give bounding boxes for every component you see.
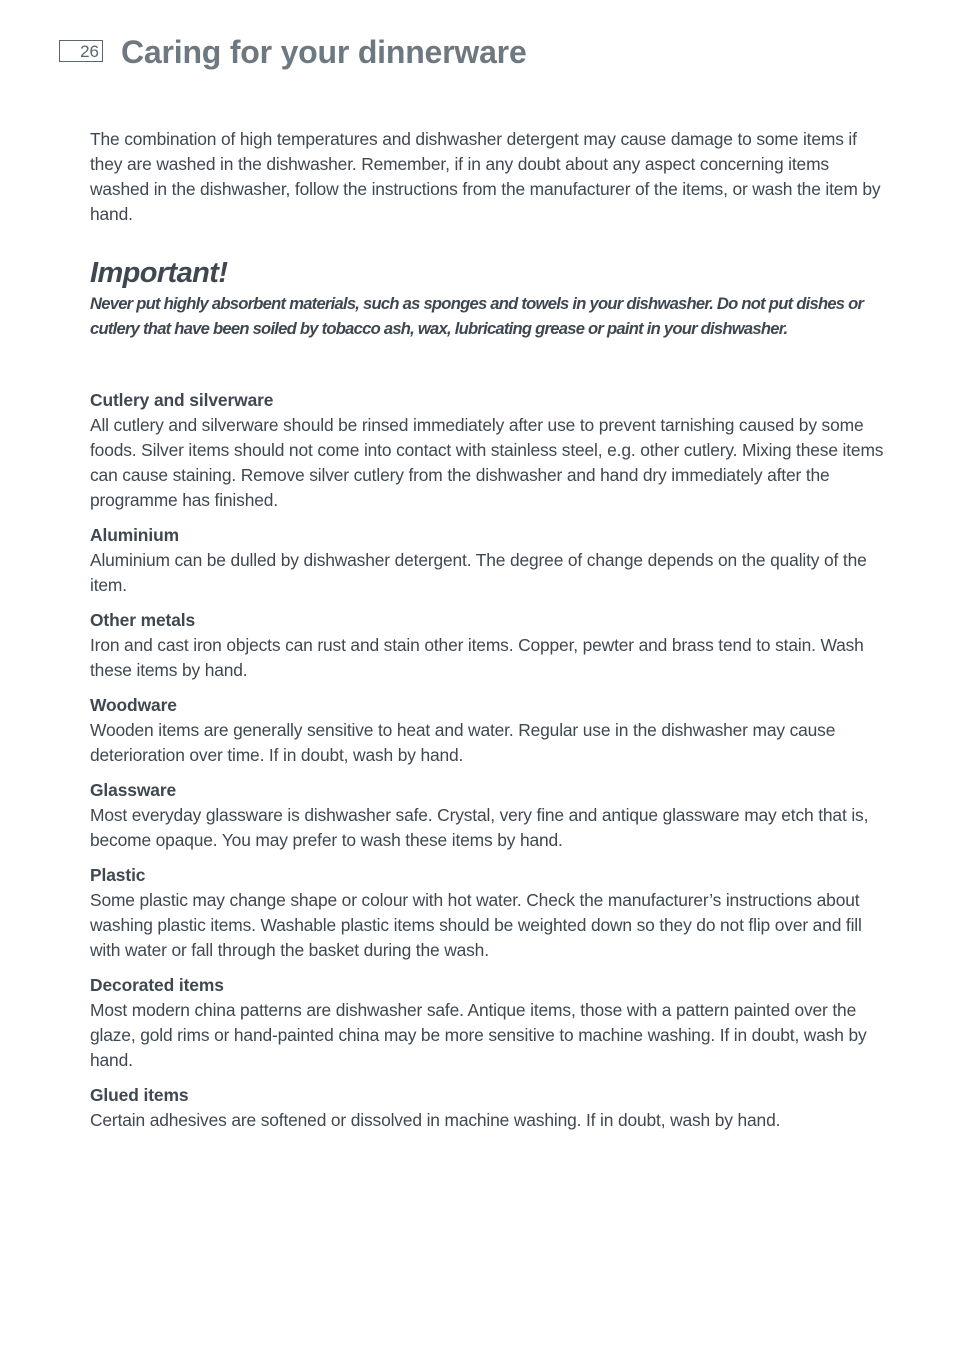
- section-heading: Aluminium: [90, 525, 179, 545]
- section-body: Aluminium can be dulled by dishwasher detergent. The degree of change depends on the quality of the item.: [90, 550, 867, 595]
- section-heading: Glassware: [90, 780, 177, 800]
- section-body: Some plastic may change shape or colour with hot water. Check the manufacturer’s instructions about washing plastic items. Washable plastic items should be weighted down so they do not flip over and fill with water or fall through the basket during the wash.: [90, 890, 862, 960]
- section-heading: Other metals: [90, 610, 196, 630]
- page-content: [90, 127, 890, 1143]
- section-glued-items: [90, 1083, 890, 1133]
- section-plastic: [90, 863, 890, 963]
- section-body: Certain adhesives are softened or dissolved in machine washing. If in doubt, wash by hand.: [90, 1110, 781, 1130]
- section-body: Iron and cast iron objects can rust and stain other items. Copper, pewter and brass tend to stain. Wash these items by hand.: [90, 635, 864, 680]
- page-title: Caring for your dinnerware: [121, 34, 527, 70]
- section-heading: Decorated items: [90, 975, 224, 995]
- section-cutlery-silverware: [90, 388, 890, 513]
- section-heading: Plastic: [90, 865, 146, 885]
- section-body: Wooden items are generally sensitive to heat and water. Regular use in the dishwasher may cause deterioration over time. If in doubt, wash by hand.: [90, 720, 836, 765]
- section-heading: Woodware: [90, 695, 177, 715]
- section-woodware: [90, 693, 890, 768]
- section-heading: Glued items: [90, 1085, 189, 1105]
- section-body: Most modern china patterns are dishwasher safe. Antique items, those with a pattern painted over the glaze, gold rims or hand-painted china may be more sensitive to machine washing. If in doubt, wash by hand.: [90, 1000, 867, 1070]
- section-aluminium: [90, 523, 890, 598]
- important-warning-text: Never put highly absorbent materials, such as sponges and towels in your dishwasher. Do not put dishes or cutlery that have been soiled by tobacco ash, wax, lubricating grease or paint in your dishwasher.: [90, 294, 864, 338]
- section-body: Most everyday glassware is dishwasher safe. Crystal, very fine and antique glassware may etch that is, become opaque. You may prefer to wash these items by hand.: [90, 805, 869, 850]
- important-heading: Important!: [90, 257, 228, 289]
- intro-paragraph: The combination of high temperatures and dishwasher detergent may cause damage to some items if they are washed in the dishwasher. Remember, if in any doubt about any aspect concerning items washed in the dishwasher, follow the instructions from the manufacturer of the items, or wash the item by hand.: [90, 129, 881, 224]
- section-decorated-items: [90, 973, 890, 1073]
- section-body: All cutlery and silverware should be rinsed immediately after use to prevent tarnishing caused by some foods. Silver items should not come into contact with stainless steel, e.g. other cutlery. Mixing these items can cause staining. Remove silver cutlery from the dishwasher and hand dry immediately after the programme has finished.: [90, 415, 884, 510]
- section-heading: Cutlery and silverware: [90, 390, 274, 410]
- section-other-metals: [90, 608, 890, 683]
- section-glassware: [90, 778, 890, 853]
- care-sections: [90, 388, 890, 1133]
- page-number: 26: [59, 40, 103, 62]
